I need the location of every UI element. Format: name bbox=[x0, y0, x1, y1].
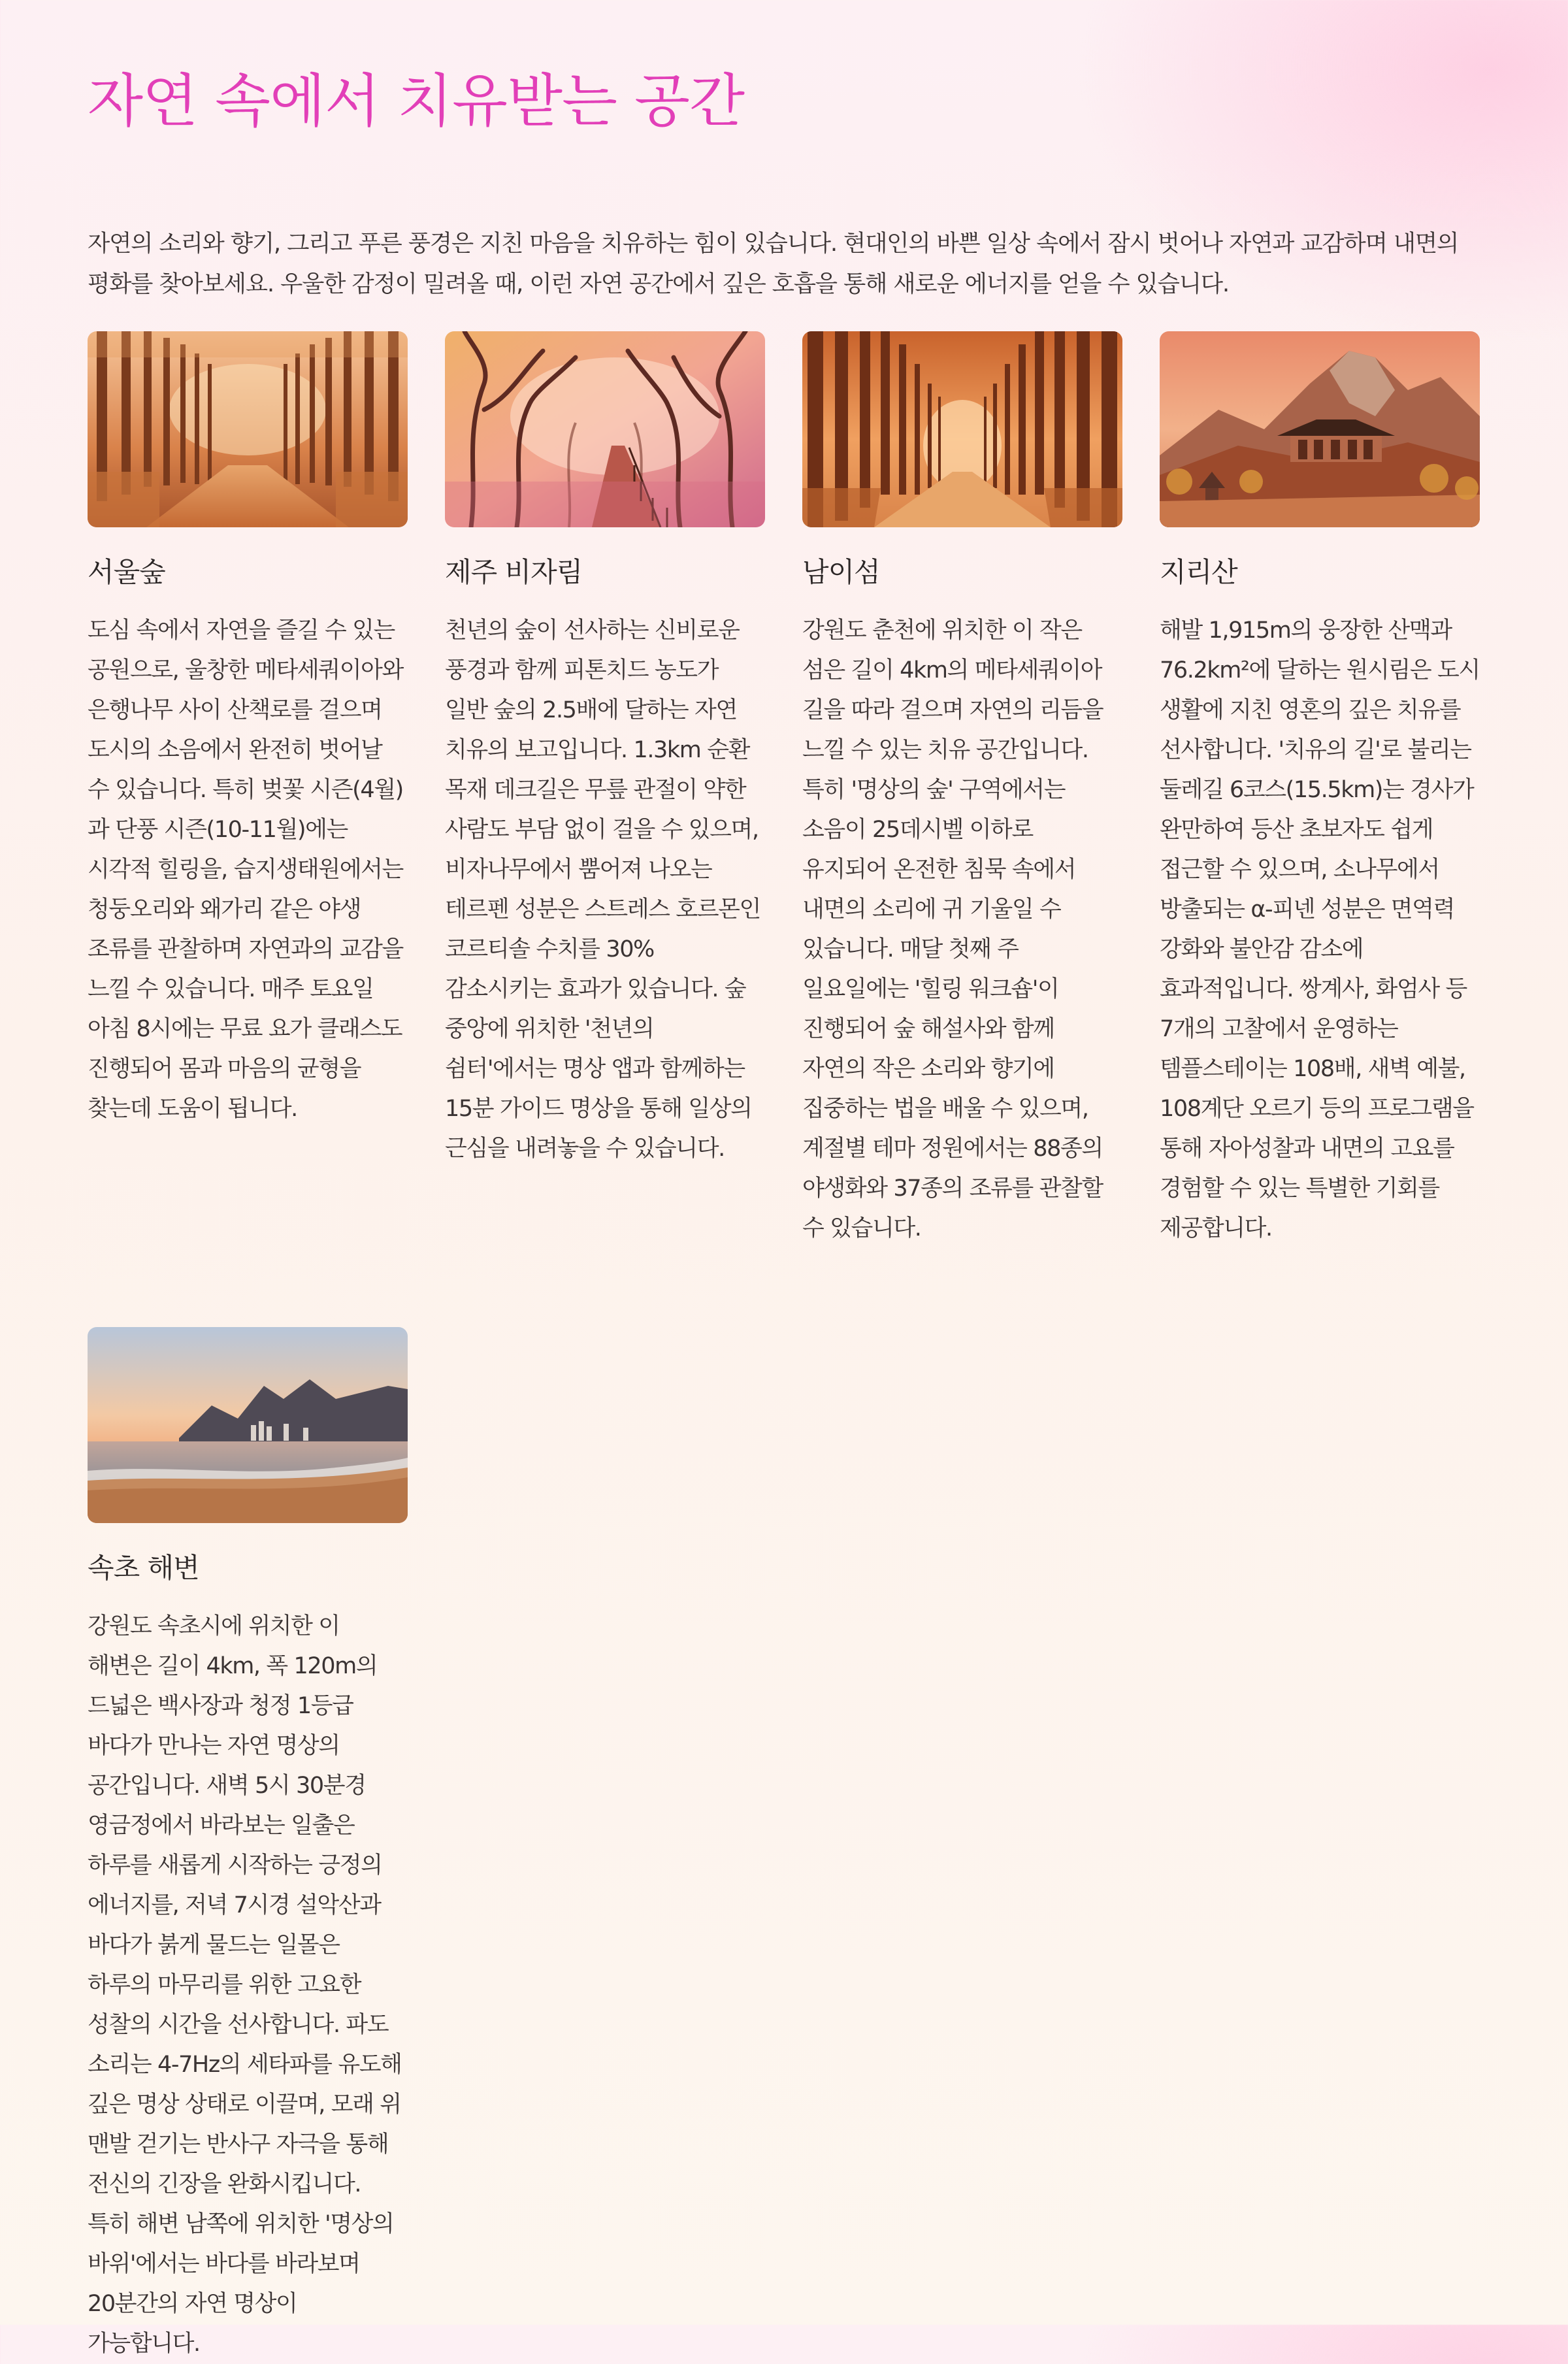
place-description: 해발 1,915m의 웅장한 산맥과 76.2km²에 달하는 원시림은 도시 생활에 지친 영혼의 깊은 치유를 선사합니다. '치유의 길'로 불리는 둘레길 6코스(15.5km)는 경사가 완만하여 등산 초보자도 쉽게 접근할 수 있으며, 소나무에서 방출되는 α-피넨 성분은 면역력 강화와 불안감 감소에 효과적입니다. 쌍계사, 화엄사 등 7개의 고찰에서 운영하는 템플스테이는 108배, 새벽 예불, 108계단 오르기 등의 프로그램을 통해 자아성찰과 내면의 고요를 경험할 수 있는 특별한 기회를 제공합니다. bbox=[1160, 617, 1480, 1241]
place-title: 제주 비자림 bbox=[445, 556, 583, 588]
place-card-sokcho-beach bbox=[88, 1327, 408, 2364]
page-content bbox=[88, 59, 1480, 2364]
place-card-seoul-forest bbox=[88, 331, 408, 1249]
place-card-jirisan bbox=[1160, 331, 1480, 1249]
places-grid bbox=[88, 331, 1480, 2364]
place-card-jeju-bijarim bbox=[445, 331, 765, 1249]
intro-paragraph: 자연의 소리와 향기, 그리고 푸른 풍경은 지친 마음을 치유하는 힘이 있습니다. 현대인의 바쁜 일상 속에서 잠시 벗어나 자연과 교감하며 내면의 평화를 찾아보세요. 우울한 감정이 밀려올 때, 이런 자연 공간에서 깊은 호흡을 통해 새로운 에너지를 얻을 수 있습니다. bbox=[88, 230, 1459, 297]
forest-path-photo bbox=[88, 331, 408, 527]
tree-lined-avenue-photo bbox=[802, 331, 1122, 527]
place-description: 강원도 춘천에 위치한 이 작은 섬은 길이 4km의 메타세쿼이아 길을 따라 걸으며 자연의 리듬을 느낄 수 있는 치유 공간입니다. 특히 '명상의 숲' 구역에서는 소음이 25데시벨 이하로 유지되어 온전한 침묵 속에서 내면의 소리에 귀 기울일 수 있습니다. 매달 첫째 주 일요일에는 '힐링 워크숍'이 진행되어 숲 해설사와 함께 자연의 작은 소리와 향기에 집중하는 법을 배울 수 있으며, 계절별 테마 정원에서는 88종의 야생화와 37종의 조류를 관찰할 수 있습니다. bbox=[802, 617, 1103, 1241]
place-title: 남이섬 bbox=[802, 556, 880, 588]
place-card-nami-island bbox=[802, 331, 1122, 1249]
page-title: 자연 속에서 치유받는 공간 bbox=[88, 67, 745, 135]
place-description: 도심 속에서 자연을 즐길 수 있는 공원으로, 울창한 메타세쿼이아와 은행나무 사이 산책로를 걸으며 도시의 소음에서 완전히 벗어날 수 있습니다. 특히 벚꽃 시즌(4월)과 단풍 시즌(10-11월)에는 시각적 힐링을, 습지생태원에서는 청둥오리와 왜가리 같은 야생 조류를 관찰하며 자연과의 교감을 느낄 수 있습니다. 매주 토요일 아침 8시에는 무료 요가 클래스도 진행되어 몸과 마음의 균형을 찾는데 도움이 됩니다. bbox=[88, 617, 403, 1122]
place-description: 천년의 숲이 선사하는 신비로운 풍경과 함께 피톤치드 농도가 일반 숲의 2.5배에 달하는 자연 치유의 보고입니다. 1.3km 순환 목재 데크길은 무릎 관절이 약한 사람도 부담 없이 걸을 수 있으며, 비자나무에서 뿜어져 나오는 테르펜 성분은 스트레스 호르몬인 코르티솔 수치를 30% 감소시키는 효과가 있습니다. 숲 중앙에 위치한 '천년의 쉼터'에서는 명상 앱과 함께하는 15분 가이드 명상을 통해 일상의 근심을 내려놓을 수 있습니다. bbox=[445, 617, 760, 1162]
place-description: 강원도 속초시에 위치한 이 해변은 길이 4km, 폭 120m의 드넓은 백사장과 청정 1등급 바다가 만나는 자연 명상의 공간입니다. 새벽 5시 30분경 영금정에서 바라보는 일출은 하루를 새롭게 시작하는 긍정의 에너지를, 저녁 7시경 설악산과 바다가 붉게 물드는 일몰은 하루의 마무리를 위한 고요한 성찰의 시간을 선사합니다. 파도 소리는 4-7Hz의 세타파를 유도해 깊은 명상 상태로 이끌며, 모래 위 맨발 걷기는 반사구 자극을 통해 전신의 긴장을 완화시킵니다. 특히 해변 남쪽에 위치한 '명상의 바위'에서는 바다를 바라보며 20분간의 자연 명상이 가능합니다. bbox=[88, 1613, 402, 2357]
place-title: 속초 해변 bbox=[88, 1552, 199, 1584]
place-title: 지리산 bbox=[1160, 556, 1237, 588]
misty-forest-boardwalk-photo bbox=[445, 331, 765, 527]
mountain-temple-photo bbox=[1160, 331, 1480, 527]
beach-sunset-photo bbox=[88, 1327, 408, 1523]
place-title: 서울숲 bbox=[88, 556, 165, 588]
